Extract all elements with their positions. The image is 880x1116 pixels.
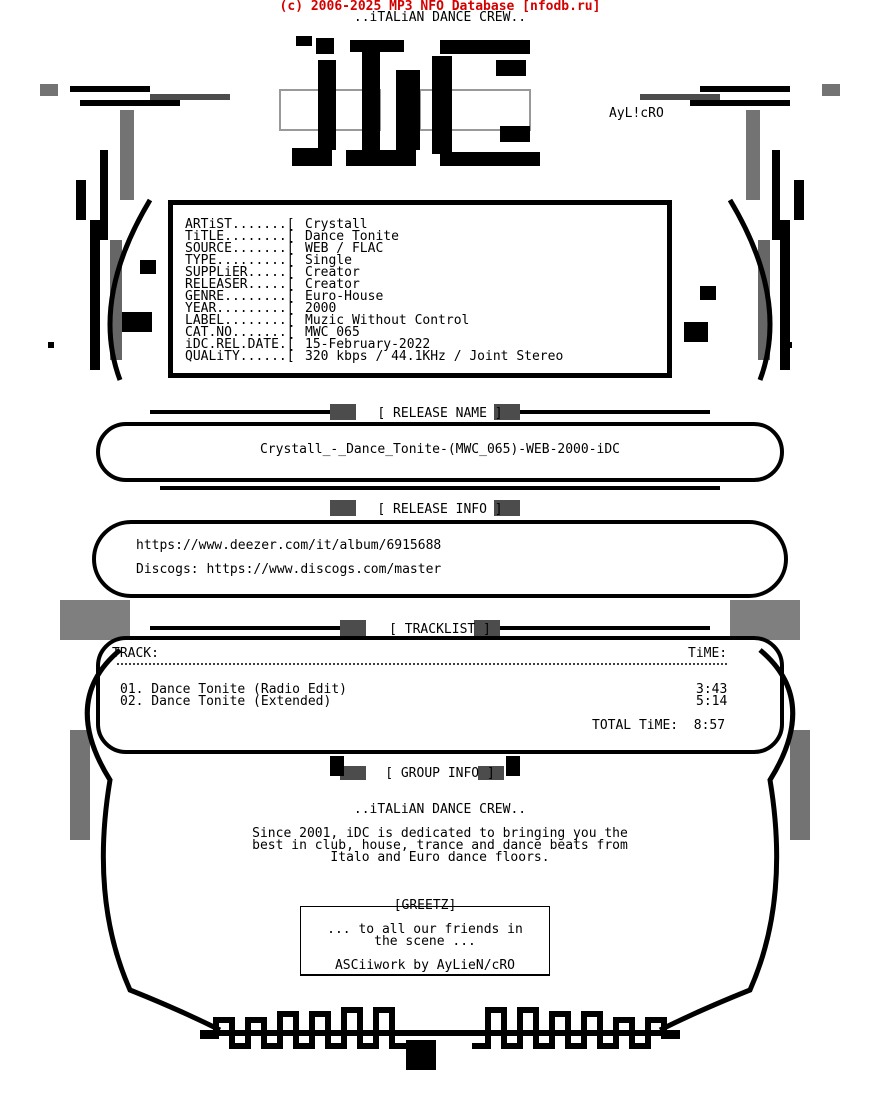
release-info-line-discogs: Discogs: https://www.discogs.com/master: [136, 562, 442, 577]
release-name-title: [ RELEASE NAME ]: [377, 406, 503, 421]
group-info-line-1: Since 2001, iDC is dedicated to bringing you the: [252, 826, 628, 841]
release-info-line-deezer: https://www.deezer.com/it/album/6915688: [136, 538, 442, 553]
tracklist-divider: [116, 662, 728, 666]
release-name-value: Crystall_-_Dance_Tonite-(MWC_065)-WEB-2000-iDC: [259, 442, 621, 457]
greetz-line-1: ... to all our friends in: [327, 922, 523, 937]
tracklist-title: [ TRACKLIST ]: [389, 622, 491, 637]
detail-label: LABEL........[: [185, 313, 295, 328]
detail-label: YEAR.........[: [185, 301, 295, 316]
tracklist-col-track: TRACK:: [112, 646, 159, 661]
track-1-name: 01. Dance Tonite (Radio Edit): [120, 682, 347, 697]
release-info-box: [92, 520, 788, 598]
group-info-heading: ..iTALiAN DANCE CREW..: [353, 802, 527, 817]
crew-tagline: ..iTALiAN DANCE CREW..: [353, 10, 527, 25]
detail-value: Dance Tonite: [305, 229, 399, 244]
tracklist-total-time: TOTAL TiME: 8:57: [592, 718, 726, 733]
detail-label: SUPPLiER.....[: [185, 265, 295, 280]
greetz-credit: ASCiiwork by AyLieN/cRO: [334, 958, 515, 973]
detail-value: 2000: [305, 301, 337, 316]
detail-value: Muzic Without Control: [305, 313, 470, 328]
detail-label: ARTiST.......[: [185, 217, 295, 232]
track-2-name: 02. Dance Tonite (Extended): [120, 694, 332, 709]
detail-value: Single: [305, 253, 352, 268]
detail-label: CAT.NO.......[: [185, 325, 295, 340]
detail-row: [185, 351, 563, 363]
track-2-time: 5:14: [696, 694, 728, 709]
detail-value: 320 kbps / 44.1KHz / Joint Stereo: [305, 349, 564, 364]
detail-label: GENRE........[: [185, 289, 295, 304]
detail-label: QUALiTY......[: [185, 349, 295, 364]
detail-label: iDC.REL.DATE.[: [185, 337, 295, 352]
release-details-box: [168, 200, 672, 378]
detail-value: 15-February-2022: [305, 337, 431, 352]
detail-label: RELEASER.....[: [185, 277, 295, 292]
group-info-line-2: best in club, house, trance and dance beats from: [252, 838, 628, 853]
ascii-artist-tag: AyL!cRO: [609, 106, 664, 121]
greetz-title: [GREETZ]: [393, 898, 457, 913]
detail-value: Euro-House: [305, 289, 384, 304]
detail-value: MWC 065: [305, 325, 360, 340]
detail-label: SOURCE.......[: [185, 241, 295, 256]
detail-value: Crystall: [305, 217, 368, 232]
release-details-list: [185, 219, 563, 363]
tracklist-col-time: TiME:: [688, 646, 728, 661]
detail-label: TiTLE........[: [185, 229, 295, 244]
detail-value: Creator: [305, 277, 360, 292]
release-info-title: [ RELEASE INFO ]: [377, 502, 503, 517]
track-1-time: 3:43: [696, 682, 728, 697]
greetz-line-2: the scene ...: [374, 934, 476, 949]
copyright-banner: (c) 2006-2025 MP3 NFO Database [nfodb.ru]: [279, 0, 601, 14]
detail-label: TYPE.........[: [185, 253, 295, 268]
group-info-line-3: Italo and Euro dance floors.: [330, 850, 550, 865]
detail-value: Creator: [305, 265, 360, 280]
detail-value: WEB / FLAC: [305, 241, 384, 256]
group-info-title: [ GROUP INFO ]: [385, 766, 495, 781]
